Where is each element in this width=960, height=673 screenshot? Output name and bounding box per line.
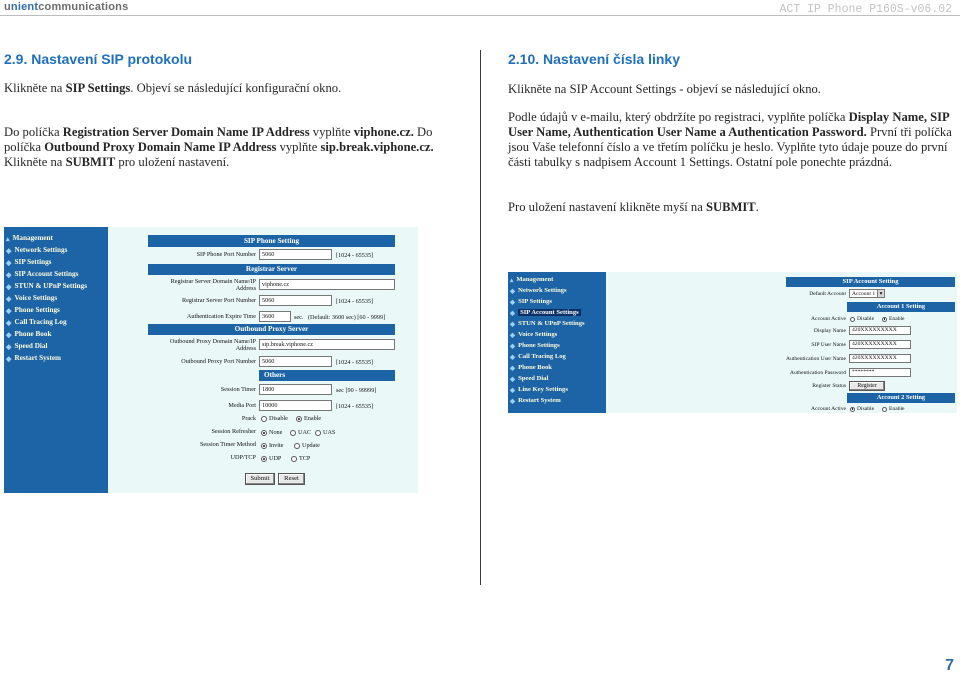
text: Do políčka [4,125,433,154]
display-name-input[interactable]: 420XXXXXXXXX [849,326,911,335]
field-label: Authentication User Name [786,356,846,362]
account-form-panel [606,272,957,413]
nav-item-network-settings[interactable] [4,244,108,256]
text-bold: SIP Settings [65,81,131,95]
triangle-icon: ▴ [6,234,10,243]
field-label: SIP User Name [811,342,846,348]
radio-label: None [269,429,283,436]
nav-label: SIP Account Settings [520,309,579,316]
radio-selected-icon [882,317,887,322]
reset-button[interactable]: Reset [278,473,305,485]
text: - objeví se následující okno. [676,82,821,96]
prack-disable-radio[interactable] [261,415,288,422]
nav-item-network-settings[interactable] [508,285,606,296]
diamond-icon: ◆ [510,397,516,405]
outbound-domain-input[interactable]: sip.break.viphone.cz [259,339,395,350]
nav-label: STUN & UPnP Settings [518,320,585,327]
account-nav-menu [508,272,606,413]
account1-disable-radio[interactable] [850,316,874,322]
account2-disable-radio[interactable] [850,406,874,412]
prack-enable-radio[interactable] [296,415,321,422]
paragraph-account-instructions [508,110,958,170]
text-bold: Registration Server Domain Name IP Address [62,125,310,139]
timer-method-invite-radio[interactable] [261,442,283,449]
nav-item-stun-upnp[interactable] [4,280,108,292]
unit-label: sec. [294,314,304,321]
default-account-select[interactable] [849,289,885,298]
text: Pro uložení nastavení klikněte myší na [508,200,706,214]
section-header-sip-account: SIP Account Setting [786,277,955,287]
sip-form-panel [108,227,418,493]
nav-label: Phone Settings [14,306,60,314]
chevron-down-icon: ▾ [877,290,884,297]
diamond-icon: ◆ [6,306,12,315]
section-header-outbound: Outbound Proxy Server [148,324,395,335]
field-label: SIP Phone Port Number [196,251,256,258]
diamond-icon: ◆ [6,318,12,327]
field-label [148,278,256,292]
section-header-account-1: Account 1 Setting [847,302,955,312]
auth-expire-input[interactable]: 3600 [259,311,291,322]
text: Klikněte na [4,155,66,169]
radio-icon [850,317,855,322]
text: SIP Account Settings [569,82,677,96]
nav-label: Speed Dial [14,342,48,350]
field-label: Prack [241,415,256,422]
nav-label: Phone Settings [518,342,560,349]
radio-label: Disable [269,415,288,422]
sip-user-name-input[interactable]: 420XXXXXXXXX [849,340,911,349]
nav-item-restart-system[interactable] [508,395,606,406]
paragraph-sip-intro [4,81,464,96]
nav-label: Voice Settings [14,294,58,302]
company-logo [4,1,128,13]
page-number: 7 [945,657,954,673]
text: Klikněte na [4,81,66,95]
sip-settings-screenshot [4,227,418,493]
nav-label: Management [12,234,53,242]
nav-label: Restart System [518,397,561,404]
field-label: Account Active [811,406,846,412]
auth-user-name-input[interactable]: 420XXXXXXXXX [849,354,911,363]
radio-selected-icon [296,416,302,422]
sip-nav-menu [4,227,108,493]
text: vyplňte [276,140,321,154]
nav-item-speed-dial[interactable] [4,340,108,352]
text: Do políčka [4,125,63,139]
refresher-uas-radio[interactable] [315,429,335,436]
refresher-none-radio[interactable] [261,429,282,436]
diamond-icon: ◆ [6,270,12,279]
diamond-icon: ◆ [6,282,12,291]
range-hint: [1024 - 65535] [336,298,374,305]
label-line: Registrar Server Domain Name/IP [170,278,256,285]
refresher-uac-radio[interactable] [290,429,311,436]
text-bold: SUBMIT [65,155,116,169]
field-label: Default Account [809,291,846,297]
nav-item-voice-settings[interactable] [4,292,108,304]
radio-selected-icon [850,407,855,412]
radio-label: UDP [269,455,282,462]
radio-label: Disable [857,406,875,412]
nav-label: Network Settings [518,287,567,294]
text: . Objeví se následující konfigurační okno. [130,81,342,95]
nav-label: SIP Account Settings [14,270,79,278]
text: pro uložení nastavení. [115,155,230,169]
header-divider [0,15,960,16]
nav-label: Phone Book [14,330,52,338]
text-bold: sip.break.viphone.cz. [320,140,434,154]
timer-method-update-radio[interactable] [294,442,320,449]
field-label: Display Name [813,328,846,334]
document-id: ACT IP Phone P160S-v06.02 [779,3,952,16]
radio-label: UAC [298,429,312,436]
nav-label: Management [516,276,554,283]
logo-accent: nient [10,1,39,13]
radio-icon [315,430,321,436]
registrar-domain-input[interactable]: viphone.cz [259,279,395,290]
nav-item-speed-dial[interactable] [508,373,606,384]
nav-item-stun-upnp[interactable] [508,318,606,329]
diamond-icon: ◆ [510,298,516,306]
register-button[interactable]: Register [849,381,885,391]
field-label: Session Timer [220,386,256,393]
diamond-icon: ◆ [6,354,12,363]
radio-label: Disable [857,316,875,322]
text: Klikněte na [508,82,570,96]
radio-selected-icon [261,430,267,436]
nav-label: Voice Settings [518,331,558,338]
diamond-icon: ◆ [6,330,12,339]
nav-item-restart-system[interactable] [4,352,108,364]
nav-label: SIP Settings [518,298,552,305]
text: . [755,200,759,214]
diamond-icon: ◆ [6,258,12,267]
diamond-icon: ◆ [510,342,516,350]
select-value: Account 1 [852,290,876,297]
radio-label: TCP [299,455,311,462]
field-label [148,338,256,352]
field-label: Authentication Password [789,370,846,376]
field-label: Session Timer Method [199,441,256,448]
diamond-icon: ◆ [510,353,516,361]
field-label: Session Refresher [211,428,256,435]
text-bold: Display Name, SIP User Name, Authentication User Name a Authentication Password. [508,110,950,139]
field-label: UDP/TCP [230,454,256,461]
diamond-icon: ◆ [510,287,516,295]
text: První tři políčka jsou Vaše telefonní číslo a ve třetím políčku je heslo. Vyplňte tyto údaje pouze do první části tabulky s nadpisem Account 1 Settings. Ostatní pole ponechte prázdná. [508,125,952,169]
text: vyplňte [309,125,354,139]
paragraph-sip-instructions [4,125,464,170]
radio-selected-icon [261,443,267,449]
nav-item-sip-account-settings[interactable] [508,307,606,318]
radio-label: UAS [323,429,336,436]
diamond-icon: ◆ [6,294,12,303]
triangle-icon: ▴ [510,276,514,284]
section-header-registrar: Registrar Server [148,264,395,275]
nav-label: Call Tracing Log [14,318,67,326]
radio-icon [291,456,297,462]
radio-label: Invite [269,442,284,449]
diamond-icon: ◆ [6,342,12,351]
field-label: Registrar Server Port Number [181,297,256,304]
nav-label: Restart System [14,354,62,362]
nav-item-management[interactable] [4,232,108,244]
nav-item-phone-settings[interactable] [508,340,606,351]
diamond-icon: ◆ [510,364,516,372]
outbound-port-input[interactable]: 5060 [259,356,332,367]
label-line: Address [235,345,256,352]
transport-tcp-radio[interactable] [291,455,310,462]
radio-label: Enable [889,406,905,412]
nav-item-phone-book[interactable] [4,328,108,340]
field-label: Account Active [811,316,846,322]
nav-label: Line Key Settings [518,386,568,393]
nav-label: STUN & UPnP Settings [14,282,88,290]
account1-enable-radio[interactable] [882,316,905,322]
section-header-others: Others [259,370,395,381]
nav-item-sip-settings[interactable] [4,256,108,268]
paragraph-account-intro [508,82,954,97]
field-label: Register Status [812,383,846,389]
section-heading-sip: 2.9. Nastavení SIP protokolu [4,51,193,67]
field-label: Outbound Proxy Port Number [181,358,256,365]
diamond-icon: ◆ [510,320,516,328]
section-header-account-2: Account 2 Setting [847,393,955,403]
range-hint: [1024 - 65535] [336,359,374,366]
nav-item-phone-settings[interactable] [4,304,108,316]
radio-icon [294,443,300,449]
radio-label: Enable [304,415,322,422]
text: Podle údajů v e-mailu, který obdržíte po registraci, vyplňte políčka [508,110,849,124]
nav-label: Network Settings [14,246,68,254]
range-hint: sec [90 - 99999] [336,387,377,394]
label-line: Outbound Proxy Domain Name/IP [169,338,256,345]
range-hint: [1024 - 65535] [336,252,374,259]
logo-prefix: u [4,1,11,13]
range-hint: [1024 - 65535] [336,403,374,410]
media-port-input[interactable]: 10000 [259,400,332,411]
transport-udp-radio[interactable] [261,455,281,462]
radio-icon [290,430,296,436]
radio-selected-icon [261,456,267,462]
diamond-icon: ◆ [510,386,516,394]
text-bold: viphone.cz. [353,125,414,139]
auth-password-input[interactable]: ******** [849,368,911,377]
text-bold: SUBMIT [705,200,756,214]
nav-label: Speed Dial [518,375,549,382]
diamond-icon: ◆ [510,375,516,383]
diamond-icon: ◆ [510,331,516,339]
radio-icon [882,407,887,412]
nav-item-call-tracing-log[interactable] [508,351,606,362]
text-bold: Outbound Proxy Domain Name IP Address [44,140,277,154]
nav-item-call-tracing-log[interactable] [4,316,108,328]
field-label: Media Port [228,402,256,409]
nav-item-voice-settings[interactable] [508,329,606,340]
nav-item-phone-book[interactable] [508,362,606,373]
section-heading-line: 2.10. Nastavení čísla linky [508,51,680,67]
nav-label: Call Tracing Log [518,353,566,360]
radio-icon [261,416,267,422]
nav-item-line-key-settings[interactable] [508,384,606,395]
field-label: Authentication Expire Time [186,313,256,320]
nav-label: SIP Settings [14,258,52,266]
diamond-icon: ◆ [6,246,12,255]
sip-account-screenshot [508,272,957,413]
nav-item-sip-account-settings[interactable] [4,268,108,280]
account2-enable-radio[interactable] [882,406,905,412]
column-divider [480,50,481,585]
diamond-icon: ◆ [510,309,516,317]
submit-button[interactable]: Submit [245,473,275,485]
sip-phone-port-input[interactable]: 5060 [259,249,332,260]
nav-label: Phone Book [518,364,552,371]
registrar-port-input[interactable]: 5060 [259,295,332,306]
logo-suffix: communications [38,1,129,13]
range-hint: (Default: 3600 sec) [60 - 9999] [308,314,386,321]
section-header-sip-phone: SIP Phone Setting [148,235,395,247]
nav-item-sip-settings[interactable] [508,296,606,307]
paragraph-account-submit [508,200,954,215]
label-line: Address [235,285,256,292]
radio-label: Update [302,442,320,449]
radio-label: Enable [889,316,905,322]
nav-item-management[interactable] [508,274,606,285]
session-timer-input[interactable]: 1800 [259,384,332,395]
